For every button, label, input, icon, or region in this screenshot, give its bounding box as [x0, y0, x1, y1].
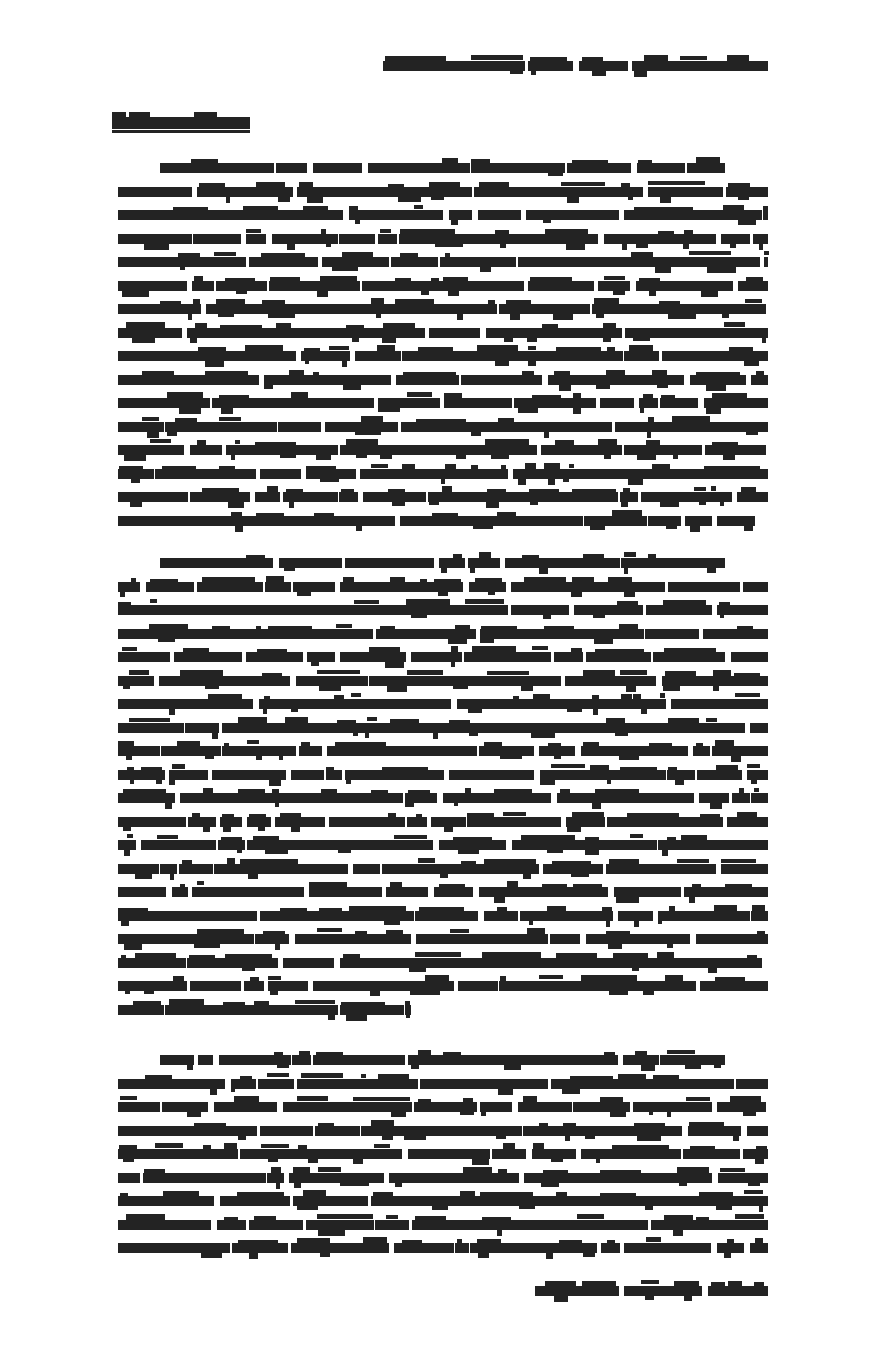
paragraph-text [118, 155, 119, 156]
paragraph-text [118, 155, 119, 156]
page-header-redaction [383, 56, 768, 76]
page-footer-redaction [535, 1281, 768, 1301]
paragraph-text [118, 155, 119, 156]
section-heading-redaction [112, 112, 250, 134]
document-body [118, 155, 768, 1250]
